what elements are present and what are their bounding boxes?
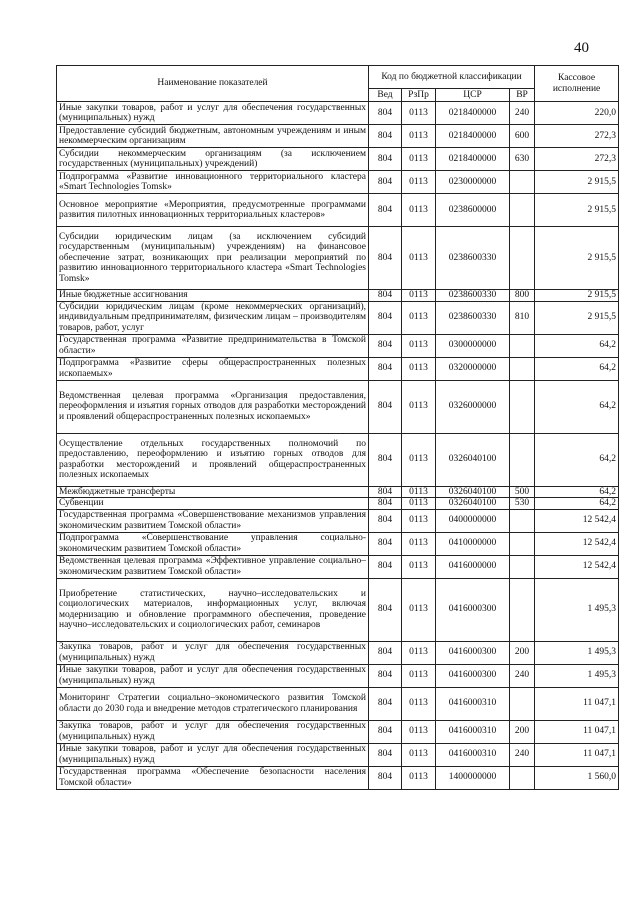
row-rzpr: 0113 <box>402 290 436 302</box>
page-number: 40 <box>574 40 589 56</box>
row-name: Мониторинг Стратегии социально–экономического развития Томской области до 2030 года и внедрение методов стратегического планирования <box>57 687 369 720</box>
row-vr <box>510 532 535 555</box>
row-vr <box>510 766 535 789</box>
row-ved: 804 <box>369 357 402 380</box>
row-vr <box>510 171 535 194</box>
row-vr: 240 <box>510 743 535 766</box>
row-rzpr: 0113 <box>402 357 436 380</box>
row-rzpr: 0113 <box>402 301 436 334</box>
row-vr <box>510 334 535 357</box>
row-rzpr: 0113 <box>402 125 436 148</box>
table-row <box>57 125 619 148</box>
row-csr: 0416000300 <box>436 578 510 641</box>
row-amount: 272,3 <box>535 125 619 148</box>
table-row <box>57 102 619 125</box>
row-amount: 2 915,5 <box>535 171 619 194</box>
row-csr: 0416000300 <box>436 641 510 664</box>
row-amount: 64,2 <box>535 433 619 486</box>
table-row <box>57 486 619 498</box>
row-ved: 804 <box>369 102 402 125</box>
row-ved: 804 <box>369 664 402 687</box>
table-row <box>57 509 619 532</box>
row-name: Осуществление отдельных государственных полномочий по предоставлению, переоформлению и изъятию горных отводов для разработки месторождений и проявлений общераспространенных полезных ископаемых <box>57 433 369 486</box>
header-amount: Кассовое исполнение <box>535 66 619 102</box>
table-row <box>57 766 619 789</box>
row-amount: 64,2 <box>535 357 619 380</box>
row-csr: 0410000000 <box>436 532 510 555</box>
row-rzpr: 0113 <box>402 498 436 510</box>
row-name: Закупка товаров, работ и услуг для обеспечения государственных (муниципальных) нужд <box>57 641 369 664</box>
row-vr: 500 <box>510 486 535 498</box>
table-row <box>57 357 619 380</box>
row-name: Иные закупки товаров, работ и услуг для обеспечения государственных (муниципальных) нужд <box>57 743 369 766</box>
row-ved: 804 <box>369 290 402 302</box>
row-amount: 2 915,5 <box>535 194 619 227</box>
row-ved: 804 <box>369 380 402 433</box>
row-name: Ведомственная целевая программа «Эффективное управление социально–экономическим развитием Томской области» <box>57 555 369 578</box>
table-row <box>57 301 619 334</box>
row-rzpr: 0113 <box>402 334 436 357</box>
table-row <box>57 720 619 743</box>
table-row <box>57 380 619 433</box>
row-amount: 11 047,1 <box>535 743 619 766</box>
row-name: Государственная программа «Развитие предпринимательства в Томской области» <box>57 334 369 357</box>
row-vr <box>510 357 535 380</box>
row-vr: 240 <box>510 664 535 687</box>
row-rzpr: 0113 <box>402 486 436 498</box>
row-ved: 804 <box>369 578 402 641</box>
table-row <box>57 227 619 290</box>
row-ved: 804 <box>369 148 402 171</box>
row-amount: 2 915,5 <box>535 227 619 290</box>
row-name: Подпрограмма «Совершенствование управления социально-экономическим развитием Томской области» <box>57 532 369 555</box>
table-row <box>57 664 619 687</box>
row-csr: 0326040100 <box>436 433 510 486</box>
row-vr: 200 <box>510 720 535 743</box>
row-rzpr: 0113 <box>402 171 436 194</box>
table-row <box>57 532 619 555</box>
row-vr: 630 <box>510 148 535 171</box>
row-csr: 0416000310 <box>436 720 510 743</box>
row-ved: 804 <box>369 720 402 743</box>
row-ved: 804 <box>369 125 402 148</box>
header-rzpr: РзПр <box>402 89 436 102</box>
table-row <box>57 433 619 486</box>
row-rzpr: 0113 <box>402 687 436 720</box>
row-amount: 64,2 <box>535 498 619 510</box>
row-ved: 804 <box>369 555 402 578</box>
table-row <box>57 743 619 766</box>
row-csr: 0238600330 <box>436 290 510 302</box>
row-csr: 1400000000 <box>436 766 510 789</box>
row-csr: 0416000300 <box>436 664 510 687</box>
row-name: Иные бюджетные ассигнования <box>57 290 369 302</box>
row-name: Субсидии юридическим лицам (за исключением субсидий государственным (муниципальным) учреждениям) на финансовое обеспечение затрат, возникающих при реализации мероприятий по развитию инновационного территориального кластера «Smart Technologies Tomsk» <box>57 227 369 290</box>
row-ved: 804 <box>369 227 402 290</box>
row-rzpr: 0113 <box>402 433 436 486</box>
row-csr: 0238600330 <box>436 301 510 334</box>
row-rzpr: 0113 <box>402 148 436 171</box>
row-amount: 11 047,1 <box>535 720 619 743</box>
row-name: Государственная программа «Обеспечение безопасности населения Томской области» <box>57 766 369 789</box>
row-name: Ведомственная целевая программа «Организация предоставления, переоформления и изъятия горных отводов для разработки месторождений и проявлений общераспространенных полезных ископаемых» <box>57 380 369 433</box>
row-rzpr: 0113 <box>402 380 436 433</box>
row-amount: 12 542,4 <box>535 532 619 555</box>
row-amount: 1 560,0 <box>535 766 619 789</box>
row-rzpr: 0113 <box>402 720 436 743</box>
row-csr: 0218400000 <box>436 102 510 125</box>
header-name: Наименование показателей <box>57 66 369 102</box>
row-csr: 0320000000 <box>436 357 510 380</box>
row-rzpr: 0113 <box>402 509 436 532</box>
row-csr: 0326040100 <box>436 498 510 510</box>
row-amount: 64,2 <box>535 334 619 357</box>
table-row <box>57 498 619 510</box>
row-ved: 804 <box>369 498 402 510</box>
row-rzpr: 0113 <box>402 227 436 290</box>
row-rzpr: 0113 <box>402 743 436 766</box>
table-row <box>57 171 619 194</box>
table-row <box>57 641 619 664</box>
row-vr <box>510 227 535 290</box>
row-rzpr: 0113 <box>402 664 436 687</box>
row-rzpr: 0113 <box>402 578 436 641</box>
row-csr: 0238600330 <box>436 227 510 290</box>
row-vr: 200 <box>510 641 535 664</box>
row-ved: 804 <box>369 194 402 227</box>
row-rzpr: 0113 <box>402 555 436 578</box>
row-csr: 0326040100 <box>436 486 510 498</box>
header-code-group: Код по бюджетной классификации <box>369 66 535 89</box>
row-vr <box>510 194 535 227</box>
row-vr: 600 <box>510 125 535 148</box>
row-name: Субсидии некоммерческим организациям (за исключением государственных (муниципальных) учреждений) <box>57 148 369 171</box>
row-amount: 2 915,5 <box>535 301 619 334</box>
row-ved: 804 <box>369 641 402 664</box>
row-amount: 12 542,4 <box>535 509 619 532</box>
row-ved: 804 <box>369 486 402 498</box>
row-amount: 220,0 <box>535 102 619 125</box>
row-name: Иные закупки товаров, работ и услуг для обеспечения государственных (муниципальных) нужд <box>57 102 369 125</box>
row-csr: 0326000000 <box>436 380 510 433</box>
header-vr: ВР <box>510 89 535 102</box>
row-amount: 272,3 <box>535 148 619 171</box>
row-name: Подпрограмма «Развитие инновационного территориального кластера «Smart Technologies Tomsk» <box>57 171 369 194</box>
row-vr: 810 <box>510 301 535 334</box>
row-rzpr: 0113 <box>402 532 436 555</box>
row-ved: 804 <box>369 687 402 720</box>
row-amount: 64,2 <box>535 486 619 498</box>
row-vr: 530 <box>510 498 535 510</box>
row-csr: 0218400000 <box>436 148 510 171</box>
table-body <box>57 102 619 790</box>
row-vr <box>510 433 535 486</box>
row-amount: 12 542,4 <box>535 555 619 578</box>
row-csr: 0400000000 <box>436 509 510 532</box>
row-rzpr: 0113 <box>402 766 436 789</box>
row-vr: 240 <box>510 102 535 125</box>
row-rzpr: 0113 <box>402 641 436 664</box>
table-row <box>57 194 619 227</box>
budget-table <box>56 65 619 790</box>
table-row <box>57 555 619 578</box>
row-name: Субвенции <box>57 498 369 510</box>
table-row <box>57 687 619 720</box>
table-row <box>57 290 619 302</box>
row-ved: 804 <box>369 433 402 486</box>
row-amount: 11 047,1 <box>535 687 619 720</box>
row-csr: 0416000310 <box>436 743 510 766</box>
row-name: Межбюджетные трансферты <box>57 486 369 498</box>
row-amount: 2 915,5 <box>535 290 619 302</box>
row-amount: 64,2 <box>535 380 619 433</box>
row-name: Закупка товаров, работ и услуг для обеспечения государственных (муниципальных) нужд <box>57 720 369 743</box>
row-name: Основное мероприятие «Мероприятия, предусмотренные программами развития пилотных инновационных территориальных кластеров» <box>57 194 369 227</box>
table-row <box>57 148 619 171</box>
row-ved: 804 <box>369 766 402 789</box>
row-vr <box>510 578 535 641</box>
header-csr: ЦСР <box>436 89 510 102</box>
row-amount: 1 495,3 <box>535 664 619 687</box>
row-name: Субсидии юридическим лицам (кроме некоммерческих организаций), индивидуальным предпринимателям, физическим лицам – производителям товаров, работ, услуг <box>57 301 369 334</box>
row-name: Государственная программа «Совершенствование механизмов управления экономическим развитием Томской области» <box>57 509 369 532</box>
row-amount: 1 495,3 <box>535 578 619 641</box>
table-row <box>57 334 619 357</box>
table-header <box>57 66 619 102</box>
row-csr: 0416000310 <box>436 687 510 720</box>
row-vr: 800 <box>510 290 535 302</box>
row-csr: 0416000000 <box>436 555 510 578</box>
row-ved: 804 <box>369 171 402 194</box>
row-name: Подпрограмма «Развитие сферы общераспространенных полезных ископаемых» <box>57 357 369 380</box>
row-amount: 1 495,3 <box>535 641 619 664</box>
row-name: Иные закупки товаров, работ и услуг для обеспечения государственных (муниципальных) нужд <box>57 664 369 687</box>
row-rzpr: 0113 <box>402 102 436 125</box>
row-ved: 804 <box>369 509 402 532</box>
row-csr: 0238600000 <box>436 194 510 227</box>
table-row <box>57 578 619 641</box>
row-vr <box>510 380 535 433</box>
row-vr <box>510 555 535 578</box>
row-name: Предоставление субсидий бюджетным, автономным учреждениям и иным некоммерческим организациям <box>57 125 369 148</box>
row-vr <box>510 509 535 532</box>
row-ved: 804 <box>369 743 402 766</box>
row-csr: 0218400000 <box>436 125 510 148</box>
row-name: Приобретение статистических, научно–исследовательских и социологических материалов, информационных услуг, включая модернизацию и обновление программного обеспечения, проведение научно–исследовательских и социологических работ, семинаров <box>57 578 369 641</box>
row-csr: 0300000000 <box>436 334 510 357</box>
row-ved: 804 <box>369 301 402 334</box>
row-csr: 0230000000 <box>436 171 510 194</box>
row-rzpr: 0113 <box>402 194 436 227</box>
row-ved: 804 <box>369 334 402 357</box>
header-ved: Вед <box>369 89 402 102</box>
row-ved: 804 <box>369 532 402 555</box>
row-vr <box>510 687 535 720</box>
